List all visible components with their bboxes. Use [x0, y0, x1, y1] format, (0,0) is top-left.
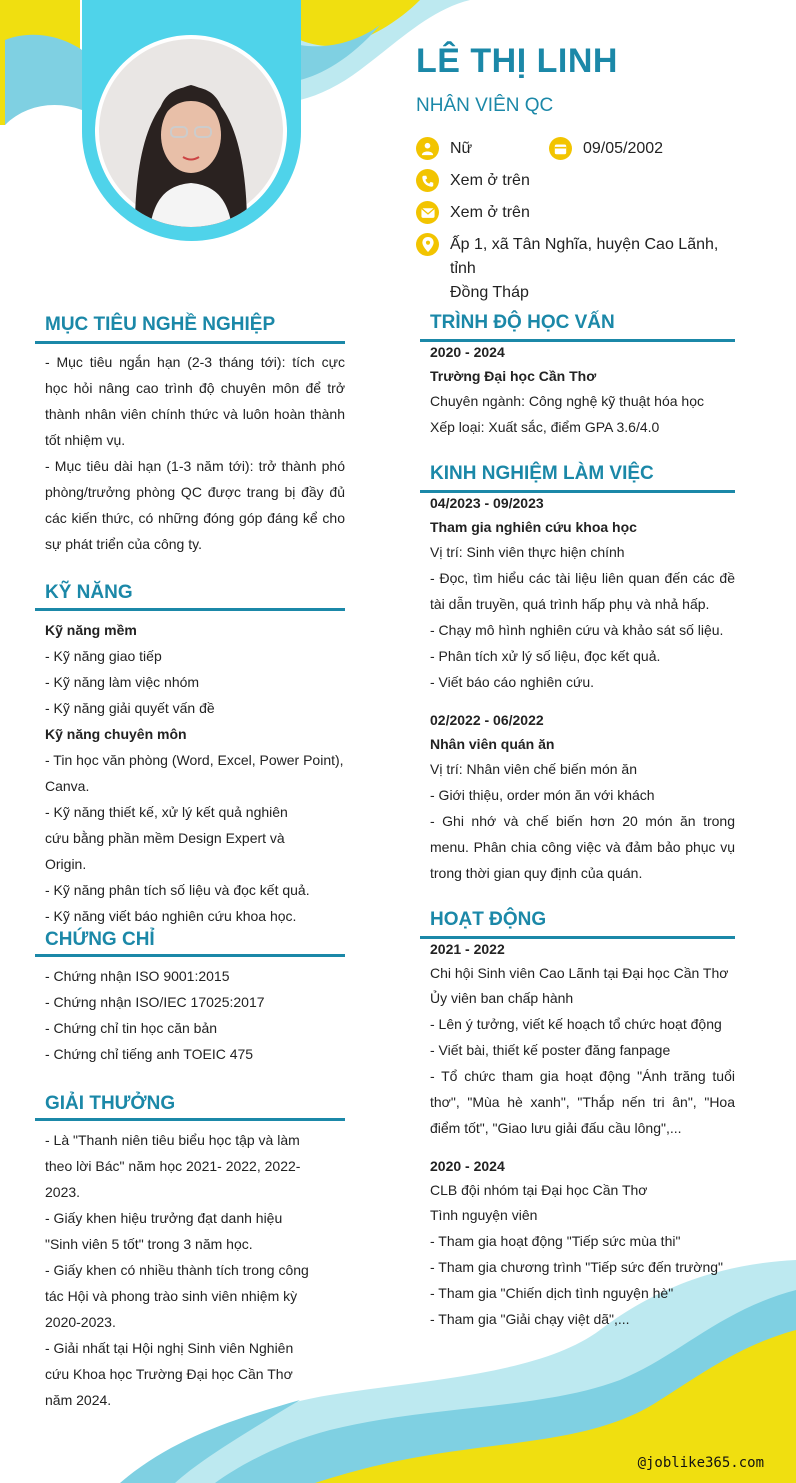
education-heading: TRÌNH ĐỘ HỌC VẤN — [430, 312, 615, 333]
hard-skills-title: Kỹ năng chuyên môn — [45, 726, 187, 742]
certificates-divider — [35, 954, 345, 957]
list-item: - Tham gia "Giải chạy việt dã",... — [430, 1311, 630, 1327]
envelope-icon — [416, 201, 439, 224]
avatar-frame — [82, 0, 301, 241]
activity-period: 2021 - 2022 — [430, 941, 505, 957]
list-item: - Chạy mô hình nghiên cứu và khảo sát số liệu. — [430, 622, 724, 638]
list-item: - Kỹ năng giao tiếp — [45, 648, 162, 664]
activity-role: Ủy viên ban chấp hành — [430, 990, 574, 1006]
objective-divider — [35, 341, 345, 344]
location-pin-icon — [416, 233, 439, 256]
candidate-title: NHÂN VIÊN QC — [416, 95, 554, 116]
job-position: Vị trí: Sinh viên thực hiện chính — [430, 544, 625, 560]
list-item: - Tham gia "Chiến dịch tình nguyện hè" — [430, 1285, 674, 1301]
gender-value: Nữ — [450, 140, 473, 157]
list-item: - Giới thiệu, order món ăn với khách — [430, 787, 655, 803]
email-row — [416, 201, 530, 225]
objective-heading: MỤC TIÊU NGHỀ NGHIỆP — [45, 314, 276, 335]
list-item: - Kỹ năng thiết kế, xử lý kết quả nghiên cứu bằng phần mềm Design Expert và Origin. — [45, 804, 288, 872]
skills-body — [45, 617, 345, 929]
activity-1 — [430, 937, 735, 1141]
education-body — [430, 340, 735, 440]
list-item: - Chứng chỉ tiếng anh TOEIC 475 — [45, 1046, 254, 1062]
certificates-body — [45, 963, 345, 1067]
certificates-heading: CHỨNG CHỈ — [45, 929, 155, 950]
list-item: - Viết bài, thiết kế poster đăng fanpage — [430, 1042, 671, 1058]
calendar-icon — [549, 137, 572, 160]
user-icon — [416, 137, 439, 160]
list-item: - Chứng chỉ tin học căn bản — [45, 1020, 218, 1036]
experience-heading: KINH NGHIỆM LÀM VIỆC — [430, 463, 654, 484]
list-item: - Là "Thanh niên tiêu biểu học tập và làm theo lời Bác" năm học 2021- 2022, 2022-2023. — [45, 1132, 301, 1200]
address-value — [450, 233, 746, 305]
activity-org: Chi hội Sinh viên Cao Lãnh tại Đại học Cần Thơ — [430, 965, 729, 981]
job-position: Vị trí: Nhân viên chế biến món ăn — [430, 761, 638, 777]
activity-org: CLB đội nhóm tại Đại học Cần Thơ — [430, 1182, 648, 1198]
skills-divider — [35, 608, 345, 611]
list-item: - Kỹ năng phân tích số liệu và đọc kết quả. — [45, 882, 310, 898]
address-line-1: Ấp 1, xã Tân Nghĩa, huyện Cao Lãnh, tỉnh — [450, 236, 719, 277]
list-item: - Viết báo cáo nghiên cứu. — [430, 674, 595, 690]
list-item: - Kỹ năng làm việc nhóm — [45, 674, 200, 690]
candidate-name: LÊ THỊ LINH — [416, 42, 618, 80]
dob-value: 09/05/2002 — [583, 140, 664, 157]
address-line-2: Đồng Tháp — [450, 284, 529, 301]
gender-row — [416, 137, 472, 161]
list-item: - Tham gia chương trình "Tiếp sức đến trường" — [430, 1259, 723, 1275]
list-item: - Kỹ năng viết báo nghiên cứu khoa học. — [45, 908, 297, 924]
education-period: 2020 - 2024 — [430, 344, 505, 360]
list-item: - Chứng nhận ISO/IEC 17025:2017 — [45, 994, 265, 1010]
skills-heading: KỸ NĂNG — [45, 582, 133, 603]
email-value: Xem ở trên — [450, 204, 530, 221]
address-row — [416, 233, 746, 305]
objective-body — [45, 349, 345, 557]
job-name: Nhân viên quán ăn — [430, 736, 555, 752]
objective-long-term: - Mục tiêu dài hạn (1-3 năm tới): trở thành phó phòng/trưởng phòng QC được trang bị đầy đủ các kiến thức, có những đóng góp đáng kể cho sự phát triển của công ty. — [45, 458, 345, 552]
activity-role: Tình nguyện viên — [430, 1207, 538, 1223]
awards-body — [45, 1127, 313, 1413]
experience-job-1 — [430, 491, 735, 695]
education-major: Chuyên ngành: Công nghệ kỹ thuật hóa học — [430, 393, 704, 409]
experience-job-2 — [430, 708, 735, 886]
activities-heading: HOẠT ĐỘNG — [430, 909, 547, 930]
activity-2 — [430, 1154, 735, 1332]
list-item: - Ghi nhớ và chế biến hơn 20 món ăn trong menu. Phân chia công việc và đảm bảo phục vụ trong thời gian quy định của quán. — [430, 813, 735, 881]
phone-row — [416, 169, 530, 193]
job-period: 04/2023 - 09/2023 — [430, 495, 544, 511]
list-item: - Giải nhất tại Hội nghị Sinh viên Nghiên cứu Khoa học Trường Đại học Cần Thơ năm 2024. — [45, 1340, 294, 1408]
phone-value: Xem ở trên — [450, 172, 530, 189]
list-item: - Tổ chức tham gia hoạt động "Ánh trăng tuổi thơ", "Mùa hè xanh", "Thắp nến tri ân", "Hoa điểm tốt", "Giao lưu giải đấu cầu lông",... — [430, 1068, 735, 1136]
watermark: @joblike365.com — [637, 1455, 764, 1471]
list-item: - Đọc, tìm hiểu các tài liệu liên quan đến các đề tài dẫn truyền, quá trình hấp phụ và nhả hấp. — [430, 570, 735, 612]
avatar — [95, 35, 287, 227]
awards-divider — [35, 1118, 345, 1121]
soft-skills-title: Kỹ năng mềm — [45, 622, 137, 638]
list-item: - Giấy khen có nhiều thành tích trong công tác Hội và phong trào sinh viên nhiệm kỳ 2020-2023. — [45, 1262, 309, 1330]
list-item: - Giấy khen hiệu trưởng đạt danh hiệu "Sinh viên 5 tốt" trong 3 năm học. — [45, 1210, 283, 1252]
list-item: - Lên ý tưởng, viết kế hoạch tổ chức hoạt động — [430, 1016, 722, 1032]
list-item: - Tin học văn phòng (Word, Excel, Power Point), Canva. — [45, 752, 344, 794]
education-school: Trường Đại học Cần Thơ — [430, 368, 597, 384]
list-item: - Tham gia hoạt động "Tiếp sức mùa thi" — [430, 1233, 681, 1249]
phone-icon — [416, 169, 439, 192]
awards-heading: GIẢI THƯỞNG — [45, 1093, 176, 1114]
dob-row — [549, 137, 663, 161]
job-period: 02/2022 - 06/2022 — [430, 712, 544, 728]
list-item: - Chứng nhận ISO 9001:2015 — [45, 968, 230, 984]
list-item: - Phân tích xử lý số liệu, đọc kết quả. — [430, 648, 661, 664]
education-grade: Xếp loại: Xuất sắc, điểm GPA 3.6/4.0 — [430, 419, 660, 435]
objective-short-term: - Mục tiêu ngắn hạn (2-3 tháng tới): tích cực học hỏi nâng cao trình độ chuyên môn để trở thành nhân viên chính thức và luôn hoàn thành tốt nhiệm vụ. — [45, 354, 345, 448]
job-name: Tham gia nghiên cứu khoa học — [430, 519, 637, 535]
list-item: - Kỹ năng giải quyết vấn đề — [45, 700, 215, 716]
activity-period: 2020 - 2024 — [430, 1158, 505, 1174]
